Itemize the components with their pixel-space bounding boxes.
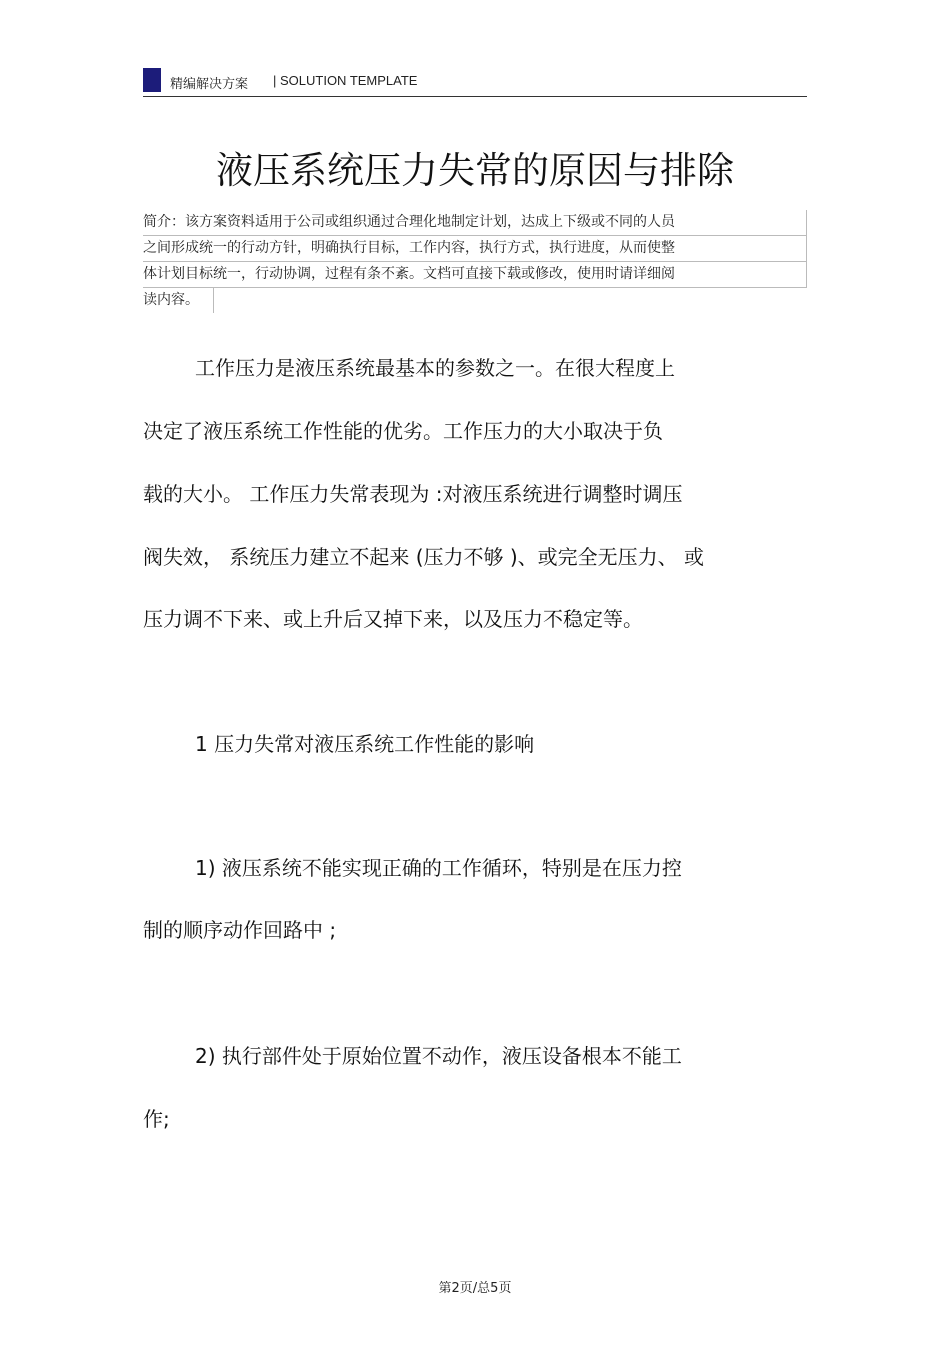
header-brand: 精编解决方案	[170, 77, 249, 92]
body-paragraph-line: 作;	[143, 1107, 170, 1131]
page-number: 第2页/总5页	[438, 1281, 512, 1296]
body-paragraph-line: 压力调不下来、或上升后又掉下来，以及压力不稳定等。	[143, 607, 643, 631]
page-header	[143, 66, 807, 97]
logo-icon	[143, 68, 161, 92]
section-heading: 1 压力失常对液压系统工作性能的影响	[195, 732, 535, 756]
body-paragraph-line: 制的顺序动作回路中 ;	[143, 918, 337, 942]
document-title: 液压系统压力失常的原因与排除	[216, 149, 734, 192]
summary-box	[143, 210, 807, 313]
summary-line: 简介：该方案资料适用于公司或组织通过合理化地制定计划，达成上下级或不同的人员	[143, 210, 807, 236]
summary-line: 体计划目标统一，行动协调，过程有条不紊。文档可直接下载或修改，使用时请详细阅	[143, 262, 807, 288]
body-paragraph-line: 决定了液压系统工作性能的优劣。工作压力的大小取决于负	[143, 419, 663, 443]
body-paragraph-line: 工作压力是液压系统最基本的参数之一。在很大程度上	[195, 356, 675, 380]
summary-line: 之间形成统一的行动方针，明确执行目标，工作内容，执行方式，执行进度，从而使整	[143, 236, 807, 262]
body-paragraph-line: 阀失效， 系统压力建立不起来 (压力不够 )、或完全无压力、 或	[143, 545, 705, 569]
header-template-label: | SOLUTION TEMPLATE	[273, 73, 418, 88]
summary-line: 读内容。	[143, 288, 214, 313]
body-paragraph-line: 1) 液压系统不能实现正确的工作循环，特别是在压力控	[195, 856, 682, 880]
body-paragraph-line: 2) 执行部件处于原始位置不动作，液压设备根本不能工	[195, 1044, 682, 1068]
body-paragraph-line: 载的大小。 工作压力失常表现为 :对液压系统进行调整时调压	[143, 482, 683, 506]
